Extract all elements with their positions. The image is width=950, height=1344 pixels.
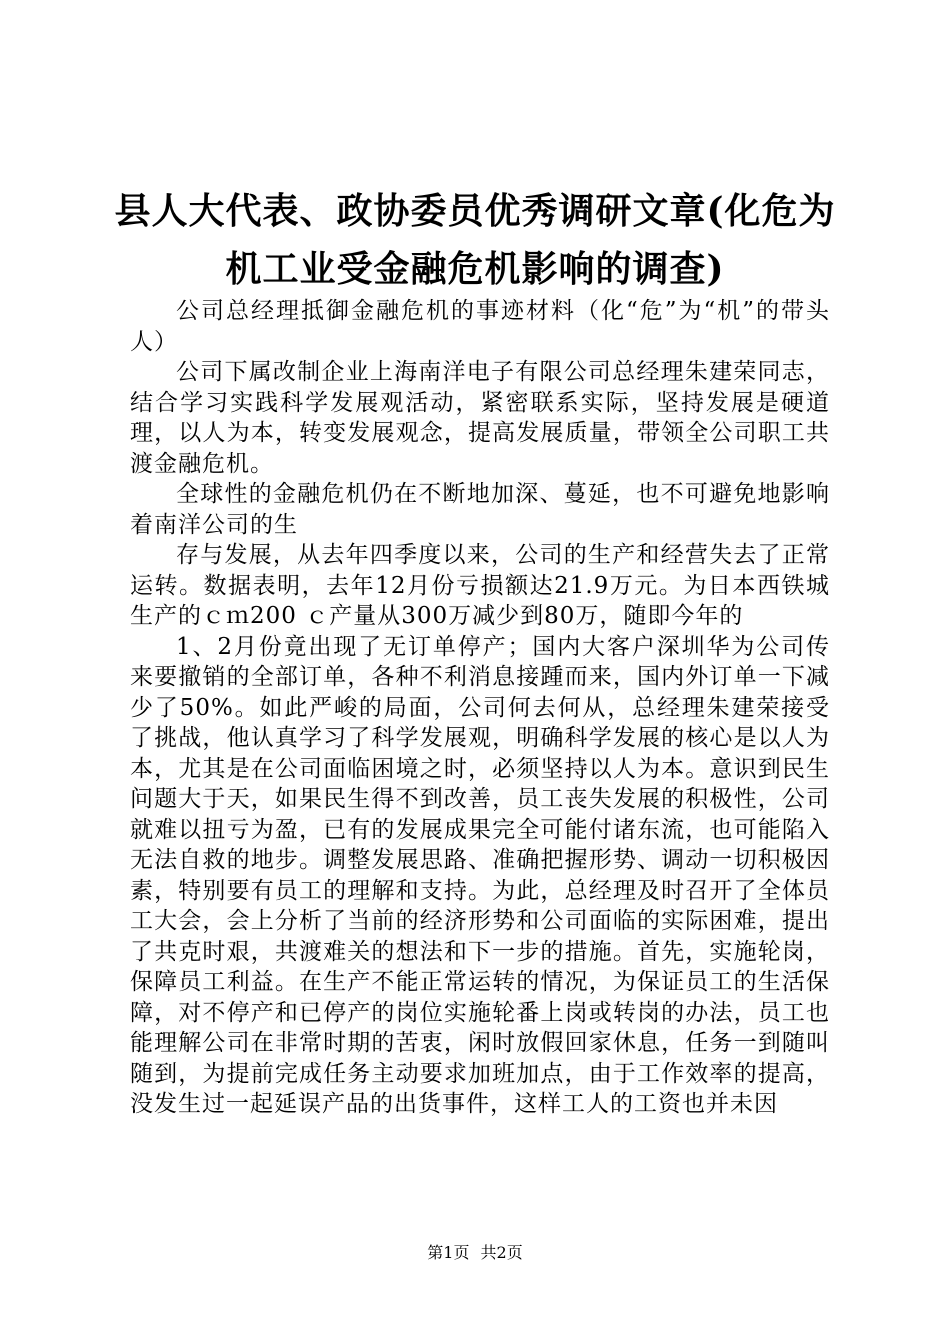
paragraph-crisis: 全球性的金融危机仍在不断地加深、蔓延，也不可避免地影响着南洋公司的生 [130,481,830,538]
document-title: 县人大代表、政协委员优秀调研文章(化危为机工业受金融危机影响的调查) [114,190,836,290]
paragraph-losses: 存与发展，从去年四季度以来，公司的生产和经营失去了正常运转。数据表明，去年12月份亏损额达21.9万元。为日本西铁城生产的ｃｍ200 ｃ产量从300万减少到80万，随即今年的 [130,542,830,629]
paragraph-measures: 1、2月份竟出现了无订单停产；国内大客户深圳华为公司传来要撤销的全部订单，各种不利消息接踵而来，国内外订单一下减少了50%。如此严峻的局面，公司何去何从，总经理朱建荣接受了挑战，他认真学习了科学发展观，明确科学发展的核心是以人为本，尤其是在公司面临困境之时，必须坚持以人为本。意识到民生问题大于天，如果民生得不到改善，员工丧失发展的积极性，公司就难以扭亏为盈，已有的发展成果完全可能付诸东流，也可能陷入无法自救的地步。调整发展思路、准确把握形势、调动一切积极因素，特别要有员工的理解和支持。为此，总经理及时召开了全体员工大会，会上分析了当前的经济形势和公司面临的实际困难，提出了共克时艰，共渡难关的想法和下一步的措施。首先，实施轮岗，保障员工利益。在生产不能正常运转的情况，为保证员工的生活保障，对不停产和已停产的岗位实施轮番上岗或转岗的办法，员工也能理解公司在非常时期的苦衷，闲时放假回家休息，任务一到随叫随到，为提前完成任务主动要求加班加点，由于工作效率的提高，没发生过一起延误产品的出货事件，这样工人的工资也并未因 [130,633,830,1117]
paragraph-subtitle: 公司总经理抵御金融危机的事迹材料（化“危”为“机”的带头人） [130,298,830,355]
page-footer [0,1243,950,1263]
page-number: 第1页 [427,1243,470,1262]
page-total: 共2页 [480,1243,523,1262]
document-body [130,296,830,1120]
paragraph-intro: 公司下属改制企业上海南洋电子有限公司总经理朱建荣同志，结合学习实践科学发展观活动，紧密联系实际，坚持发展是硬道理，以人为本，转变发展观念，提高发展质量，带领全公司职工共渡金融危机。 [130,359,830,477]
